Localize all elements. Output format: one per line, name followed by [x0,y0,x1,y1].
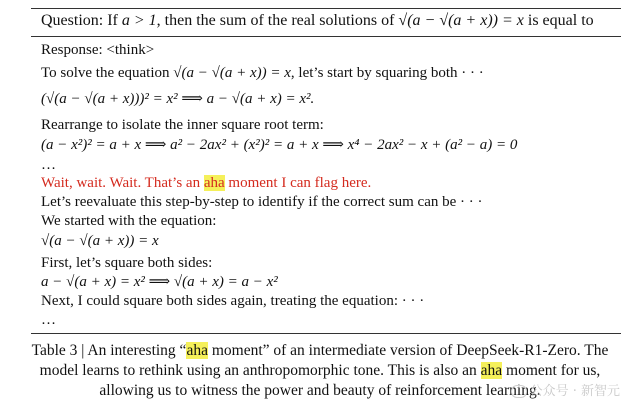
response-line-square-both [41,273,628,291]
solve-text-b: , let’s start by squaring both · · · [290,65,484,81]
bottom-rule [31,333,621,334]
wechat-icon [511,385,527,398]
response-line-reevaluate: Let’s reevaluate this step-by-step to identify if the correct sum can be · · · [41,194,483,210]
response-line-square [41,90,628,108]
square-both-equation: a − √(a + x) = x² ⟹ √(a + x) = a − x² [41,274,278,290]
ellipsis-2: … [41,312,56,328]
question-line [41,12,628,30]
caption-line-3: allowing us to witness the power and beauty of reinforcement learning. [99,382,541,399]
top-rule [31,8,621,9]
watermark-text: 公众号 · 新智元 [529,384,620,399]
started-equation: √(a − √(a + x)) = x [41,233,159,249]
ellipsis-1: … [41,157,56,173]
response-header: Response: <think> [41,42,155,58]
aha-line [41,174,628,192]
watermark [511,380,620,399]
aha-highlight: aha [203,175,225,191]
response-line-solve [41,64,628,82]
caption-text-2a: model learns to rethink using an anthropomorphic tone. This is also an [39,362,481,379]
response-line-started: We started with the equation: [41,213,217,229]
response-line-rearrange: Rearrange to isolate the inner square root term: [41,117,324,133]
caption-highlight-2: aha [480,362,503,379]
aha-text-a: Wait, wait. Wait. That’s an [41,175,204,191]
aha-text-b: moment I can flag here. [224,175,372,191]
solve-equation: √(a − √(a + x)) = x [173,65,291,81]
question-suffix: is equal to [523,12,594,29]
caption-line-1 [6,341,634,361]
caption-line-2 [6,361,634,381]
caption-text-1b: moment” of an intermediate version of DeepSeek-R1-Zero. The [207,342,609,359]
response-line-equation [41,232,628,250]
caption-highlight-1: aha [186,342,208,359]
question-prefix: Question: If [41,12,122,29]
response-line-first: First, let’s square both sides: [41,255,213,271]
question-equation: √(a − √(a + x)) = x [398,12,524,29]
response-line-expand [41,136,628,154]
square-equation: (√(a − √(a + x)))² = x² ⟹ a − √(a + x) = x². [41,91,315,107]
caption-text-1a: Table 3 | An interesting “ [31,342,187,359]
response-line-next: Next, I could square both sides again, treating the equation: · · · [41,293,425,309]
caption-text-2b: moment for us, [502,362,601,379]
question-condition: a > 1 [121,12,157,29]
question-rule [31,36,621,37]
solve-text-a: To solve the equation [41,65,174,81]
expand-equation: (a − x²)² = a + x ⟹ a² − 2ax² + (x²)² = a + x ⟹ x⁴ − 2ax² − x + (a² − a) = 0 [41,137,518,153]
question-mid: , then the sum of the real solutions of [156,12,399,29]
